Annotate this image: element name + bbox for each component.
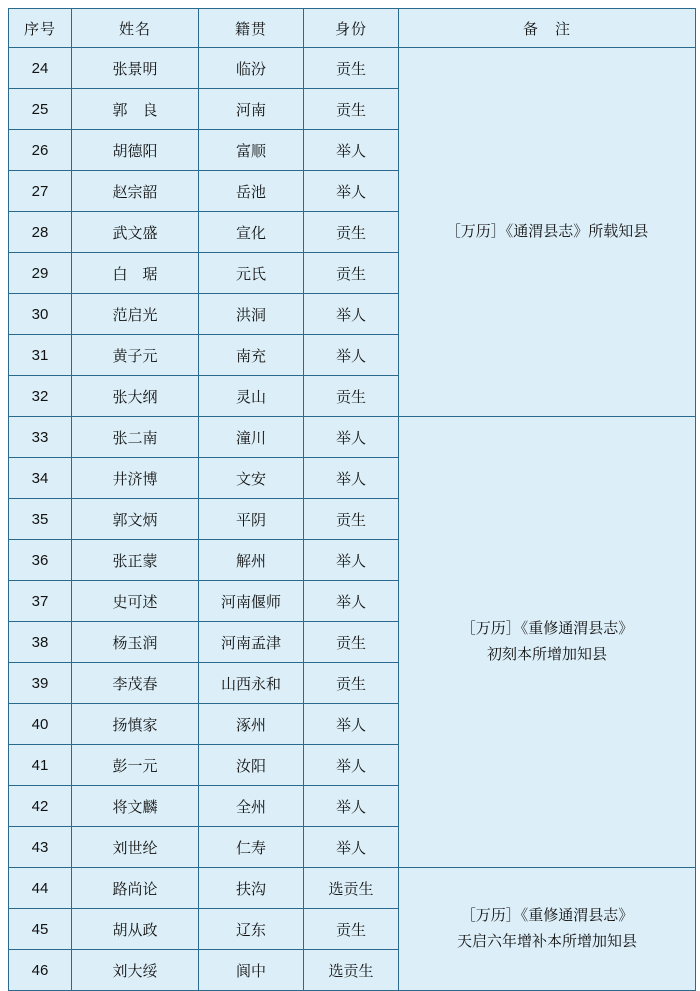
- cell-note-group-1: [399, 48, 696, 417]
- cell-no: 27: [9, 171, 72, 212]
- table-body: [9, 48, 696, 991]
- cell-note-group-3: [399, 868, 696, 991]
- cell-origin: 文安: [199, 458, 304, 499]
- cell-no: 26: [9, 130, 72, 171]
- cell-no: 40: [9, 704, 72, 745]
- table-row: [9, 868, 696, 909]
- cell-name: 赵宗韶: [72, 171, 199, 212]
- cell-name: 路尚论: [72, 868, 199, 909]
- cell-no: 34: [9, 458, 72, 499]
- cell-origin: 仁寿: [199, 827, 304, 868]
- cell-no: 46: [9, 950, 72, 991]
- cell-identity: 贡生: [304, 212, 399, 253]
- cell-identity: 选贡生: [304, 868, 399, 909]
- cell-origin: 临汾: [199, 48, 304, 89]
- cell-identity: 举人: [304, 130, 399, 171]
- table-row: [9, 48, 696, 89]
- cell-name: 刘世纶: [72, 827, 199, 868]
- cell-no: 42: [9, 786, 72, 827]
- note-line-2: 初刻本所增加知县: [486, 646, 607, 663]
- table-header-row: [9, 9, 696, 48]
- cell-origin: 灵山: [199, 376, 304, 417]
- cell-origin: 山西永和: [199, 663, 304, 704]
- cell-no: 31: [9, 335, 72, 376]
- cell-identity: 举人: [304, 294, 399, 335]
- cell-identity: 贡生: [304, 909, 399, 950]
- cell-name: 井济博: [72, 458, 199, 499]
- cell-origin: 河南偃师: [199, 581, 304, 622]
- cell-no: 30: [9, 294, 72, 335]
- cell-no: 29: [9, 253, 72, 294]
- cell-identity: 贡生: [304, 253, 399, 294]
- cell-name: 李茂春: [72, 663, 199, 704]
- cell-origin: 阆中: [199, 950, 304, 991]
- cell-name: 张正蒙: [72, 540, 199, 581]
- cell-origin: 平阴: [199, 499, 304, 540]
- cell-name: 胡德阳: [72, 130, 199, 171]
- cell-name: 郭 良: [72, 89, 199, 130]
- cell-no: 32: [9, 376, 72, 417]
- cell-identity: 举人: [304, 786, 399, 827]
- cell-name: 彭一元: [72, 745, 199, 786]
- cell-origin: 南充: [199, 335, 304, 376]
- cell-name: 黄子元: [72, 335, 199, 376]
- cell-identity: 举人: [304, 417, 399, 458]
- cell-no: 25: [9, 89, 72, 130]
- cell-identity: 举人: [304, 335, 399, 376]
- cell-identity: 贡生: [304, 48, 399, 89]
- cell-name: 郭文炳: [72, 499, 199, 540]
- cell-identity: 贡生: [304, 622, 399, 663]
- column-header-identity: 身份: [304, 9, 399, 48]
- cell-origin: 富顺: [199, 130, 304, 171]
- cell-identity: 举人: [304, 704, 399, 745]
- cell-identity: 贡生: [304, 89, 399, 130]
- cell-no: 39: [9, 663, 72, 704]
- cell-origin: 汝阳: [199, 745, 304, 786]
- cell-identity: 贡生: [304, 376, 399, 417]
- cell-no: 44: [9, 868, 72, 909]
- cell-origin: 涿州: [199, 704, 304, 745]
- cell-identity: 选贡生: [304, 950, 399, 991]
- cell-note-group-2: [399, 417, 696, 868]
- table-header: [9, 9, 696, 48]
- cell-no: 37: [9, 581, 72, 622]
- cell-origin: 河南: [199, 89, 304, 130]
- cell-no: 43: [9, 827, 72, 868]
- cell-origin: 河南孟津: [199, 622, 304, 663]
- cell-origin: 潼川: [199, 417, 304, 458]
- cell-name: 扬慎家: [72, 704, 199, 745]
- column-header-note: 备 注: [399, 9, 696, 48]
- cell-origin: 岳池: [199, 171, 304, 212]
- cell-no: 41: [9, 745, 72, 786]
- column-header-origin: 籍贯: [199, 9, 304, 48]
- cell-origin: 全州: [199, 786, 304, 827]
- cell-origin: 解州: [199, 540, 304, 581]
- note-line-1: ［万历］《重修通渭县志》: [460, 906, 634, 924]
- cell-identity: 举人: [304, 745, 399, 786]
- note-line-2: 天启六年增补本所增加知县: [456, 933, 637, 950]
- cell-no: 35: [9, 499, 72, 540]
- roster-table: [8, 8, 696, 991]
- cell-name: 张景明: [72, 48, 199, 89]
- cell-no: 33: [9, 417, 72, 458]
- cell-no: 28: [9, 212, 72, 253]
- cell-no: 24: [9, 48, 72, 89]
- cell-identity: 举人: [304, 171, 399, 212]
- cell-name: 武文盛: [72, 212, 199, 253]
- cell-name: 史可述: [72, 581, 199, 622]
- cell-identity: 举人: [304, 827, 399, 868]
- cell-name: 张大纲: [72, 376, 199, 417]
- cell-identity: 举人: [304, 458, 399, 499]
- cell-identity: 举人: [304, 540, 399, 581]
- cell-name: 胡从政: [72, 909, 199, 950]
- cell-name: 刘大绥: [72, 950, 199, 991]
- cell-name: 将文麟: [72, 786, 199, 827]
- note-line-1: ［万历］《重修通渭县志》: [460, 619, 634, 637]
- table-row: [9, 417, 696, 458]
- cell-origin: 辽东: [199, 909, 304, 950]
- cell-name: 范启光: [72, 294, 199, 335]
- cell-identity: 贡生: [304, 663, 399, 704]
- cell-identity: 举人: [304, 581, 399, 622]
- cell-origin: 宣化: [199, 212, 304, 253]
- cell-name: 白 琚: [72, 253, 199, 294]
- column-header-name: 姓名: [72, 9, 199, 48]
- cell-origin: 扶沟: [199, 868, 304, 909]
- cell-origin: 洪洞: [199, 294, 304, 335]
- note-line-1: ［万历］《通渭县志》所载知县: [445, 222, 649, 240]
- cell-identity: 贡生: [304, 499, 399, 540]
- cell-name: 张二南: [72, 417, 199, 458]
- cell-no: 36: [9, 540, 72, 581]
- column-header-no: 序号: [9, 9, 72, 48]
- cell-origin: 元氏: [199, 253, 304, 294]
- cell-no: 45: [9, 909, 72, 950]
- cell-name: 杨玉润: [72, 622, 199, 663]
- cell-no: 38: [9, 622, 72, 663]
